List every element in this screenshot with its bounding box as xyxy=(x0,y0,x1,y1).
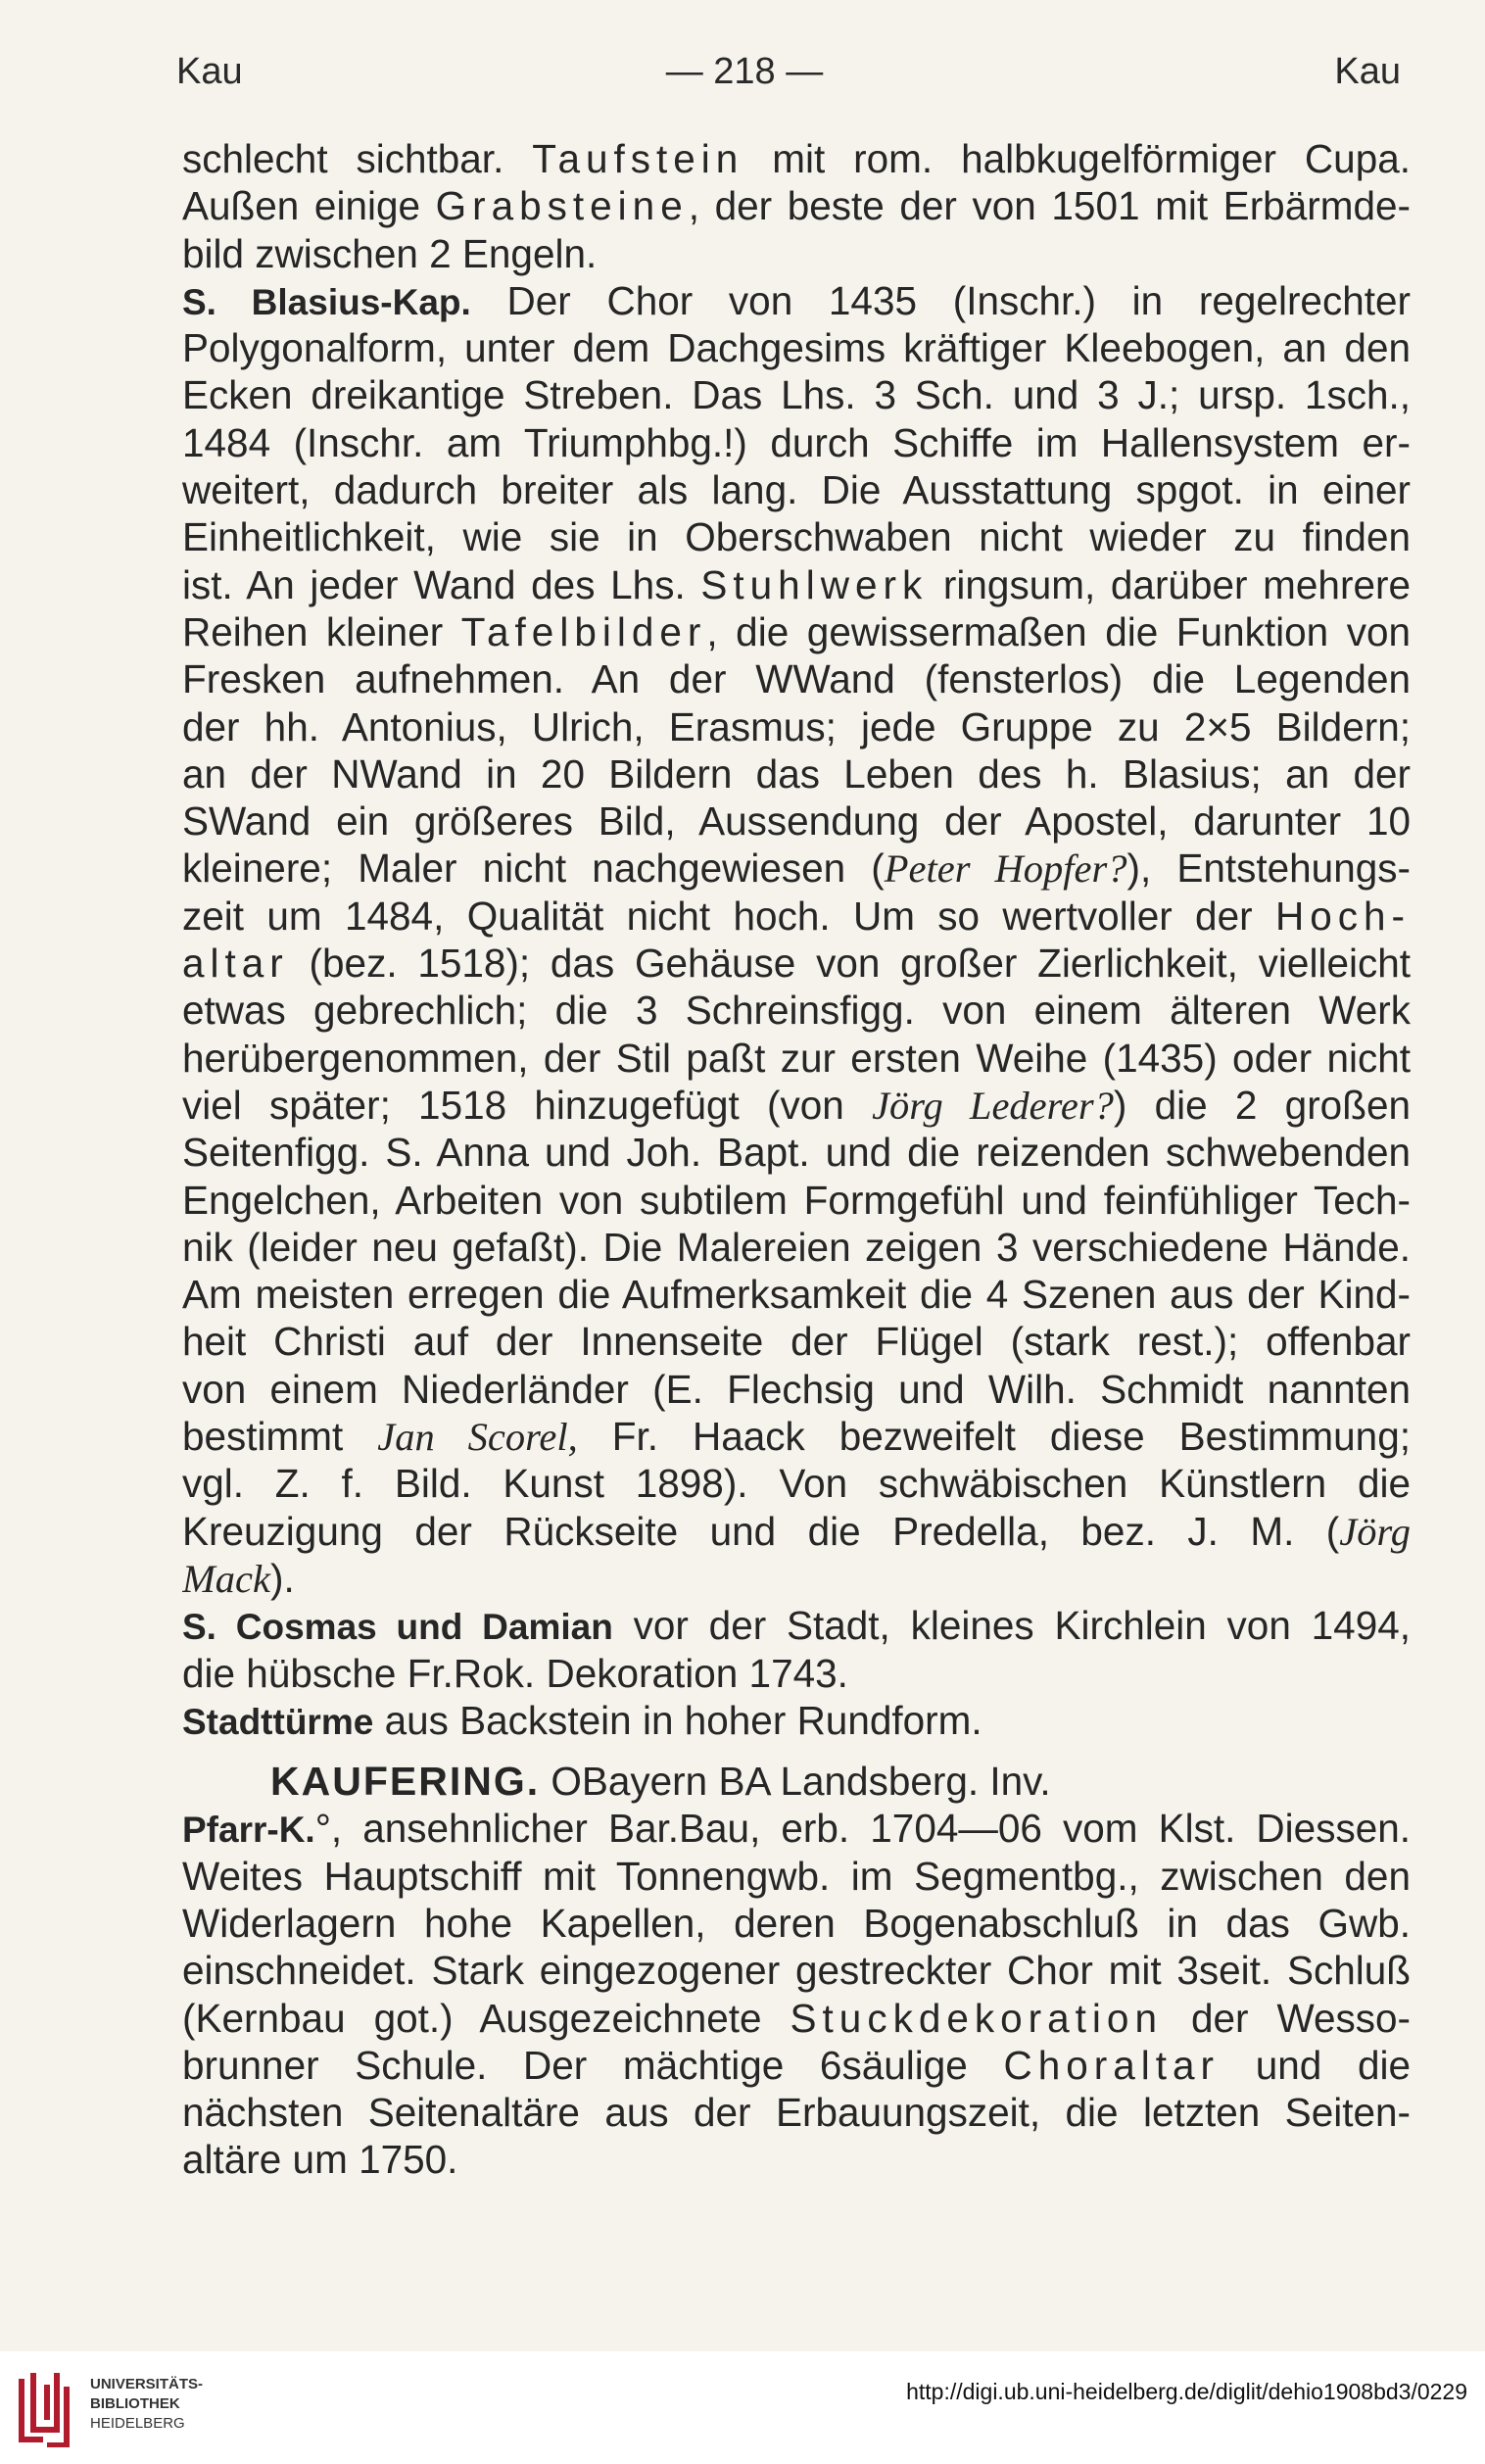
footer-bar xyxy=(0,2351,1485,2464)
text-run: etwas gebrechlich; die 3 Schreinsfigg. von einem älteren Werk xyxy=(182,988,1411,1034)
text-line xyxy=(182,135,1411,182)
text-line xyxy=(182,1900,1411,1947)
text-line xyxy=(182,1555,1411,1602)
text-line xyxy=(182,1035,1411,1082)
text-run: Kreuzigung der Rückseite und die Predella, bez. J. M. ( xyxy=(182,1508,1340,1554)
text-run: SWand ein größeres Bild, Aussendung der Apostel, darunter 10 xyxy=(182,798,1411,845)
text-line xyxy=(182,182,1411,229)
text-bold: Stadttürme xyxy=(182,1701,374,1742)
text-line xyxy=(182,230,1411,277)
text-run: schlecht sichtbar. xyxy=(182,136,533,181)
text-run: (bez. 1518); das Gehäuse von großer Zierlichkeit, vielleicht xyxy=(288,941,1411,987)
header-right: Kau xyxy=(1334,51,1401,92)
library-name-line3: HEIDELBERG xyxy=(90,2415,185,2432)
text-sp: altar xyxy=(182,941,289,987)
text-line xyxy=(182,987,1411,1034)
text-line xyxy=(182,1853,1411,1900)
text-sp: Tafelbilder xyxy=(460,608,707,654)
text-bold: Pfarr-K. xyxy=(182,1810,315,1851)
text-run: viel später; 1518 hinzugefügt (von xyxy=(182,1082,873,1128)
text-run: OBayern BA Landsberg. Inv. xyxy=(540,1759,1051,1805)
text-run: ), Entstehungs- xyxy=(1126,845,1411,892)
text-run: nik (leider neu gefaßt). Die Malereien zeigen 3 verschiedene Hände. xyxy=(182,1224,1411,1270)
text-run: Seitenfigg. S. Anna und Joh. Bapt. und die reizenden schwebenden xyxy=(182,1130,1411,1176)
text-run: und die xyxy=(1220,2042,1411,2088)
library-name xyxy=(90,2375,203,2434)
text-run: 1484 (Inschr. am Triumphbg.!) durch Schiffe im Hallensystem er- xyxy=(182,419,1411,465)
text-line xyxy=(182,371,1411,418)
text-line xyxy=(182,2089,1411,2136)
text-line xyxy=(182,513,1411,560)
text-line xyxy=(182,893,1411,940)
text-run: Widerlagern hohe Kapellen, deren Bogenabschluß in das Gwb. xyxy=(182,1900,1411,1946)
text-line xyxy=(182,1947,1411,1994)
text-line xyxy=(182,2042,1411,2089)
text-line xyxy=(182,561,1411,608)
header-left: Kau xyxy=(176,51,243,92)
text-line xyxy=(182,797,1411,845)
text-bold: S. Cosmas und Damian xyxy=(182,1607,613,1648)
text-it: Jörg xyxy=(1339,1509,1411,1554)
text-heading: KAUFERING. xyxy=(270,1759,541,1805)
library-logo-icon xyxy=(14,2369,74,2447)
text-run: Reihen kleiner xyxy=(182,608,461,654)
text-it: Mack xyxy=(182,1556,270,1601)
text-line xyxy=(182,655,1411,702)
text-line xyxy=(182,1366,1411,1413)
text-run: ). xyxy=(269,1555,295,1601)
text-line xyxy=(182,1413,1411,1460)
text-line xyxy=(182,1805,1411,1852)
text-it: Peter Hopfer? xyxy=(884,846,1127,892)
text-line xyxy=(182,324,1411,371)
page-number: — 218 — xyxy=(665,51,824,92)
text-line xyxy=(182,277,1411,324)
text-line xyxy=(182,1508,1411,1555)
text-run: ) die 2 großen xyxy=(1113,1082,1411,1128)
text-run: die hübsche Fr.Rok. Dekoration 1743. xyxy=(182,1650,848,1696)
text-run: bild zwischen 2 Engeln. xyxy=(182,230,598,276)
text-line xyxy=(182,703,1411,750)
text-run: vor der Stadt, kleines Kirchlein von 1494, xyxy=(612,1603,1411,1649)
text-run: mit rom. halbkugelförmiger Cupa. xyxy=(743,136,1411,181)
text-line xyxy=(182,419,1411,466)
text-run: nächsten Seitenaltäre aus der Erbauungszeit, die letzten Seiten- xyxy=(182,2090,1411,2136)
text-run: zeit um 1484, Qualität nicht hoch. Um so wertvoller der xyxy=(182,893,1275,939)
text-run: (Kernbau got.) Ausgezeichnete xyxy=(182,1995,790,2041)
text-run: °, ansehnlicher Bar.Bau, erb. 1704—06 vom Klst. Diessen. xyxy=(314,1806,1411,1852)
text-line xyxy=(182,845,1411,892)
text-run: ringsum, darüber mehrere xyxy=(928,561,1411,607)
text-run: , der beste der von 1501 mit Erbärmde- xyxy=(688,183,1411,229)
text-sp: Grabsteine xyxy=(435,183,689,229)
running-header xyxy=(176,41,1401,110)
text-line xyxy=(182,1318,1411,1365)
text-run: weitert, dadurch breiter als lang. Die Ausstattung spgot. in einer xyxy=(182,467,1411,513)
text-run: einschneidet. Stark eingezogener gestreckter Chor mit 3seit. Schluß xyxy=(182,1948,1411,1994)
text-run: kleinere; Maler nicht nachgewiesen ( xyxy=(182,845,885,892)
text-bold: S. Blasius-Kap. xyxy=(182,281,471,322)
text-line xyxy=(182,1697,1411,1744)
text-run: Engelchen, Arbeiten von subtilem Formgefühl und feinfühliger Tech- xyxy=(182,1177,1411,1223)
text-run: aus Backstein in hoher Rundform. xyxy=(373,1697,982,1743)
text-line xyxy=(182,1224,1411,1271)
text-line xyxy=(182,1271,1411,1318)
text-line xyxy=(182,608,1411,655)
text-line xyxy=(182,1129,1411,1176)
text-line xyxy=(182,1082,1411,1129)
text-line xyxy=(182,466,1411,513)
text-sp: Choraltar xyxy=(1003,2042,1221,2088)
text-line xyxy=(182,1995,1411,2042)
library-name-line2: BIBLIOTHEK xyxy=(90,2395,180,2412)
text-line xyxy=(182,940,1411,987)
text-line xyxy=(182,1177,1411,1224)
body-text xyxy=(182,135,1411,2184)
text-run: ist. An jeder Wand des Lhs. xyxy=(182,561,701,607)
text-run: Am meisten erregen die Aufmerksamkeit die 4 Szenen aus der Kind- xyxy=(182,1272,1411,1318)
text-sp: Taufstein xyxy=(532,136,744,181)
text-line xyxy=(182,1460,1411,1507)
text-line xyxy=(182,2136,1411,2183)
text-run: Fr. Haack bezweifelt diese Bestimmung; xyxy=(577,1414,1411,1460)
text-run: Ecken dreikantige Streben. Das Lhs. 3 Sch. und 3 J.; ursp. 1sch., xyxy=(182,372,1411,418)
text-run: Außen einige xyxy=(182,183,436,229)
text-run: Weites Hauptschiff mit Tonnengwb. im Segmentbg., zwischen den xyxy=(182,1853,1411,1899)
text-line xyxy=(182,1650,1411,1697)
text-sp: Stuckdekoration xyxy=(790,1995,1163,2041)
text-run: heit Christi auf der Innenseite der Flügel (stark rest.); offenbar xyxy=(182,1319,1411,1365)
text-run: von einem Niederländer (E. Flechsig und Wilh. Schmidt nannten xyxy=(182,1366,1411,1412)
library-name-line1: UNIVERSITÄTS- xyxy=(90,2376,204,2392)
text-run: brunner Schule. Der mächtige 6säulige xyxy=(182,2042,1004,2088)
text-run: Polygonalform, unter dem Dachgesims kräftiger Kleebogen, an den xyxy=(182,325,1411,371)
text-it: Jan Scorel, xyxy=(377,1415,578,1460)
text-run: altäre um 1750. xyxy=(182,2137,458,2183)
text-run: , die gewissermaßen die Funktion von xyxy=(706,608,1411,654)
text-run: vgl. Z. f. Bild. Kunst 1898). Von schwäbischen Künstlern die xyxy=(182,1461,1411,1507)
permalink-url[interactable]: http://digi.ub.uni-heidelberg.de/diglit/dehio1908bd3/0229 xyxy=(906,2379,1467,2404)
text-run: bestimmt xyxy=(182,1414,378,1460)
text-run: Fresken aufnehmen. An der WWand (fensterlos) die Legenden xyxy=(182,656,1411,702)
text-run: an der NWand in 20 Bildern das Leben des h. Blasius; an der xyxy=(182,750,1411,797)
text-line xyxy=(182,1758,1411,1805)
text-run: der hh. Antonius, Ulrich, Erasmus; jede Gruppe zu 2×5 Bildern; xyxy=(182,703,1411,749)
text-line xyxy=(182,750,1411,797)
text-it: Jörg Lederer? xyxy=(872,1083,1114,1128)
text-line xyxy=(182,1602,1411,1649)
text-run: der Wesso- xyxy=(1162,1995,1411,2041)
text-run: herübergenommen, der Stil paßt zur ersten Weihe (1435) oder nicht xyxy=(182,1035,1411,1081)
text-run: Der Chor von 1435 (Inschr.) in regelrechter xyxy=(470,277,1411,323)
text-sp: Hoch- xyxy=(1274,893,1411,939)
text-run: Einheitlichkeit, wie sie in Oberschwaben nicht wieder zu finden xyxy=(182,514,1411,560)
text-sp: Stuhlwerk xyxy=(700,561,929,607)
